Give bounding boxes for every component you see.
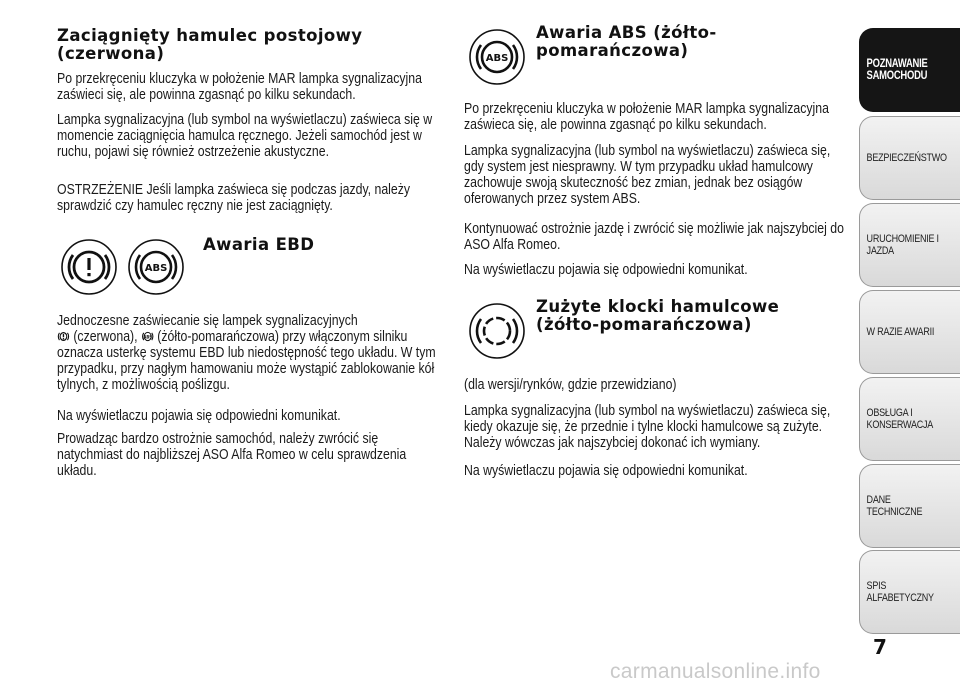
tab-w-razie-awarii[interactable] bbox=[859, 290, 960, 374]
abs-icon-label: ABS bbox=[144, 263, 168, 274]
page-number: 7 bbox=[873, 635, 887, 659]
abs-inline-label: ABS bbox=[143, 334, 152, 340]
paragraph: Na wyświetlaczu pojawia się odpowiedni komunikat. bbox=[464, 463, 748, 479]
watermark: carmanualsonline.info bbox=[610, 660, 821, 683]
brake-pad-wear-icon bbox=[468, 302, 526, 360]
tab-bezpieczenstwo[interactable] bbox=[859, 116, 960, 200]
paragraph: Po przekręceniu kluczyka w położenie MAR lampka sygnalizacyjna zaświeca się, ale powinna zgasnąć po kilku sekundach. bbox=[464, 101, 829, 133]
paragraph: Lampka sygnalizacyjna (lub symbol na wyświetlaczu) zaświeca się, kiedy okazuje się, że przednie i tylne klocki hamulcowe są zużyte. Należy wówczas jak najszybciej dokonać ich wymiany. bbox=[464, 403, 831, 451]
paragraph: Na wyświetlaczu pojawia się odpowiedni komunikat. bbox=[57, 408, 341, 424]
abs-inline-icon bbox=[141, 329, 154, 344]
section-title-ebd: Awaria EBD bbox=[203, 235, 315, 254]
section-title-parking-brake: Zaciągnięty hamulec postojowy (czerwona) bbox=[57, 26, 363, 63]
tab-spis-alfabetyczny[interactable] bbox=[859, 550, 960, 634]
tab-uruchomienie-i-jazda[interactable] bbox=[859, 203, 960, 287]
tab-label: W RAZIE AWARII bbox=[866, 325, 935, 338]
tab-poznawanie-samochodu[interactable] bbox=[859, 28, 960, 112]
tab-label: DANE TECHNICZNE bbox=[866, 493, 923, 518]
brake-warning-icon bbox=[60, 238, 118, 296]
brake-warning-inline-icon bbox=[57, 329, 70, 344]
tab-label: POZNAWANIE SAMOCHODU bbox=[866, 57, 928, 82]
section-title-abs: Awaria ABS (żółto-pomarańczowa) bbox=[536, 23, 717, 60]
paragraph: Prowadząc bardzo ostrożnie samochód, należy zwrócić się natychmiast do najbliższej ASO Alfa Romeo w celu sprawdzenia układu. bbox=[57, 431, 407, 479]
paragraph: Lampka sygnalizacyjna (lub symbol na wyświetlaczu) zaświeca się w momencie zaciągnięcia hamulca ręcznego. Jeżeli samochód jest w ruchu, pojawi się również ostrzeżenie akustyczne. bbox=[57, 112, 433, 160]
abs-warning-icon bbox=[468, 28, 526, 86]
paragraph: (dla wersji/rynków, gdzie przewidziano) bbox=[464, 377, 677, 393]
paragraph: Kontynuować ostrożnie jazdę i zwrócić się możliwie jak najszybciej do ASO Alfa Romeo. bbox=[464, 221, 844, 253]
tab-label: BEZPIECZEŃSTWO bbox=[866, 151, 947, 164]
paragraph: Na wyświetlaczu pojawia się odpowiedni komunikat. bbox=[464, 262, 748, 278]
tab-label: URUCHOMIENIE I JAZDA bbox=[866, 232, 939, 257]
ebd-text-b: (czerwona), bbox=[73, 329, 138, 345]
tab-label: SPIS ALFABETYCZNY bbox=[866, 579, 934, 604]
section-title-brake-pads: Zużyte klocki hamulcowe (żółto-pomarańczowa) bbox=[536, 297, 780, 334]
tab-obsluga-i-konserwacja[interactable] bbox=[859, 377, 960, 461]
paragraph: Po przekręceniu kluczyka w położenie MAR lampka sygnalizacyjna zaświeci się, ale powinna zgasnąć po kilku sekundach. bbox=[57, 71, 422, 103]
abs-warning-icon bbox=[127, 238, 185, 296]
ebd-text-a: Jednoczesne zaświecanie się lampek sygnalizacyjnych bbox=[57, 313, 358, 329]
ebd-paragraph bbox=[57, 313, 436, 393]
tab-label: OBSŁUGA I KONSERWACJA bbox=[866, 406, 934, 431]
ebd-text-c: (żółto-pomarańczowa) przy włączonym silniku oznacza usterkę systemu EBD lub niedostępność tego układu. W tym przypadku, przy nagłym hamowaniu może wystąpić zablokowanie kół tylnych, z możliwością poślizgu. bbox=[57, 329, 436, 393]
abs-icon-label: ABS bbox=[485, 53, 509, 64]
tab-dane-techniczne[interactable] bbox=[859, 464, 960, 548]
warning-paragraph: OSTRZEŻENIE Jeśli lampka zaświeca się podczas jazdy, należy sprawdzić czy hamulec ręczny nie jest zaciągnięty. bbox=[57, 182, 411, 214]
paragraph: Lampka sygnalizacyjna (lub symbol na wyświetlaczu) zaświeca się, gdy system jest niesprawny. W tym przypadku układ hamulcowy zachowuje swoją skuteczność bez zmian, jednak bez osiągów oferowanych przez system ABS. bbox=[464, 143, 831, 207]
